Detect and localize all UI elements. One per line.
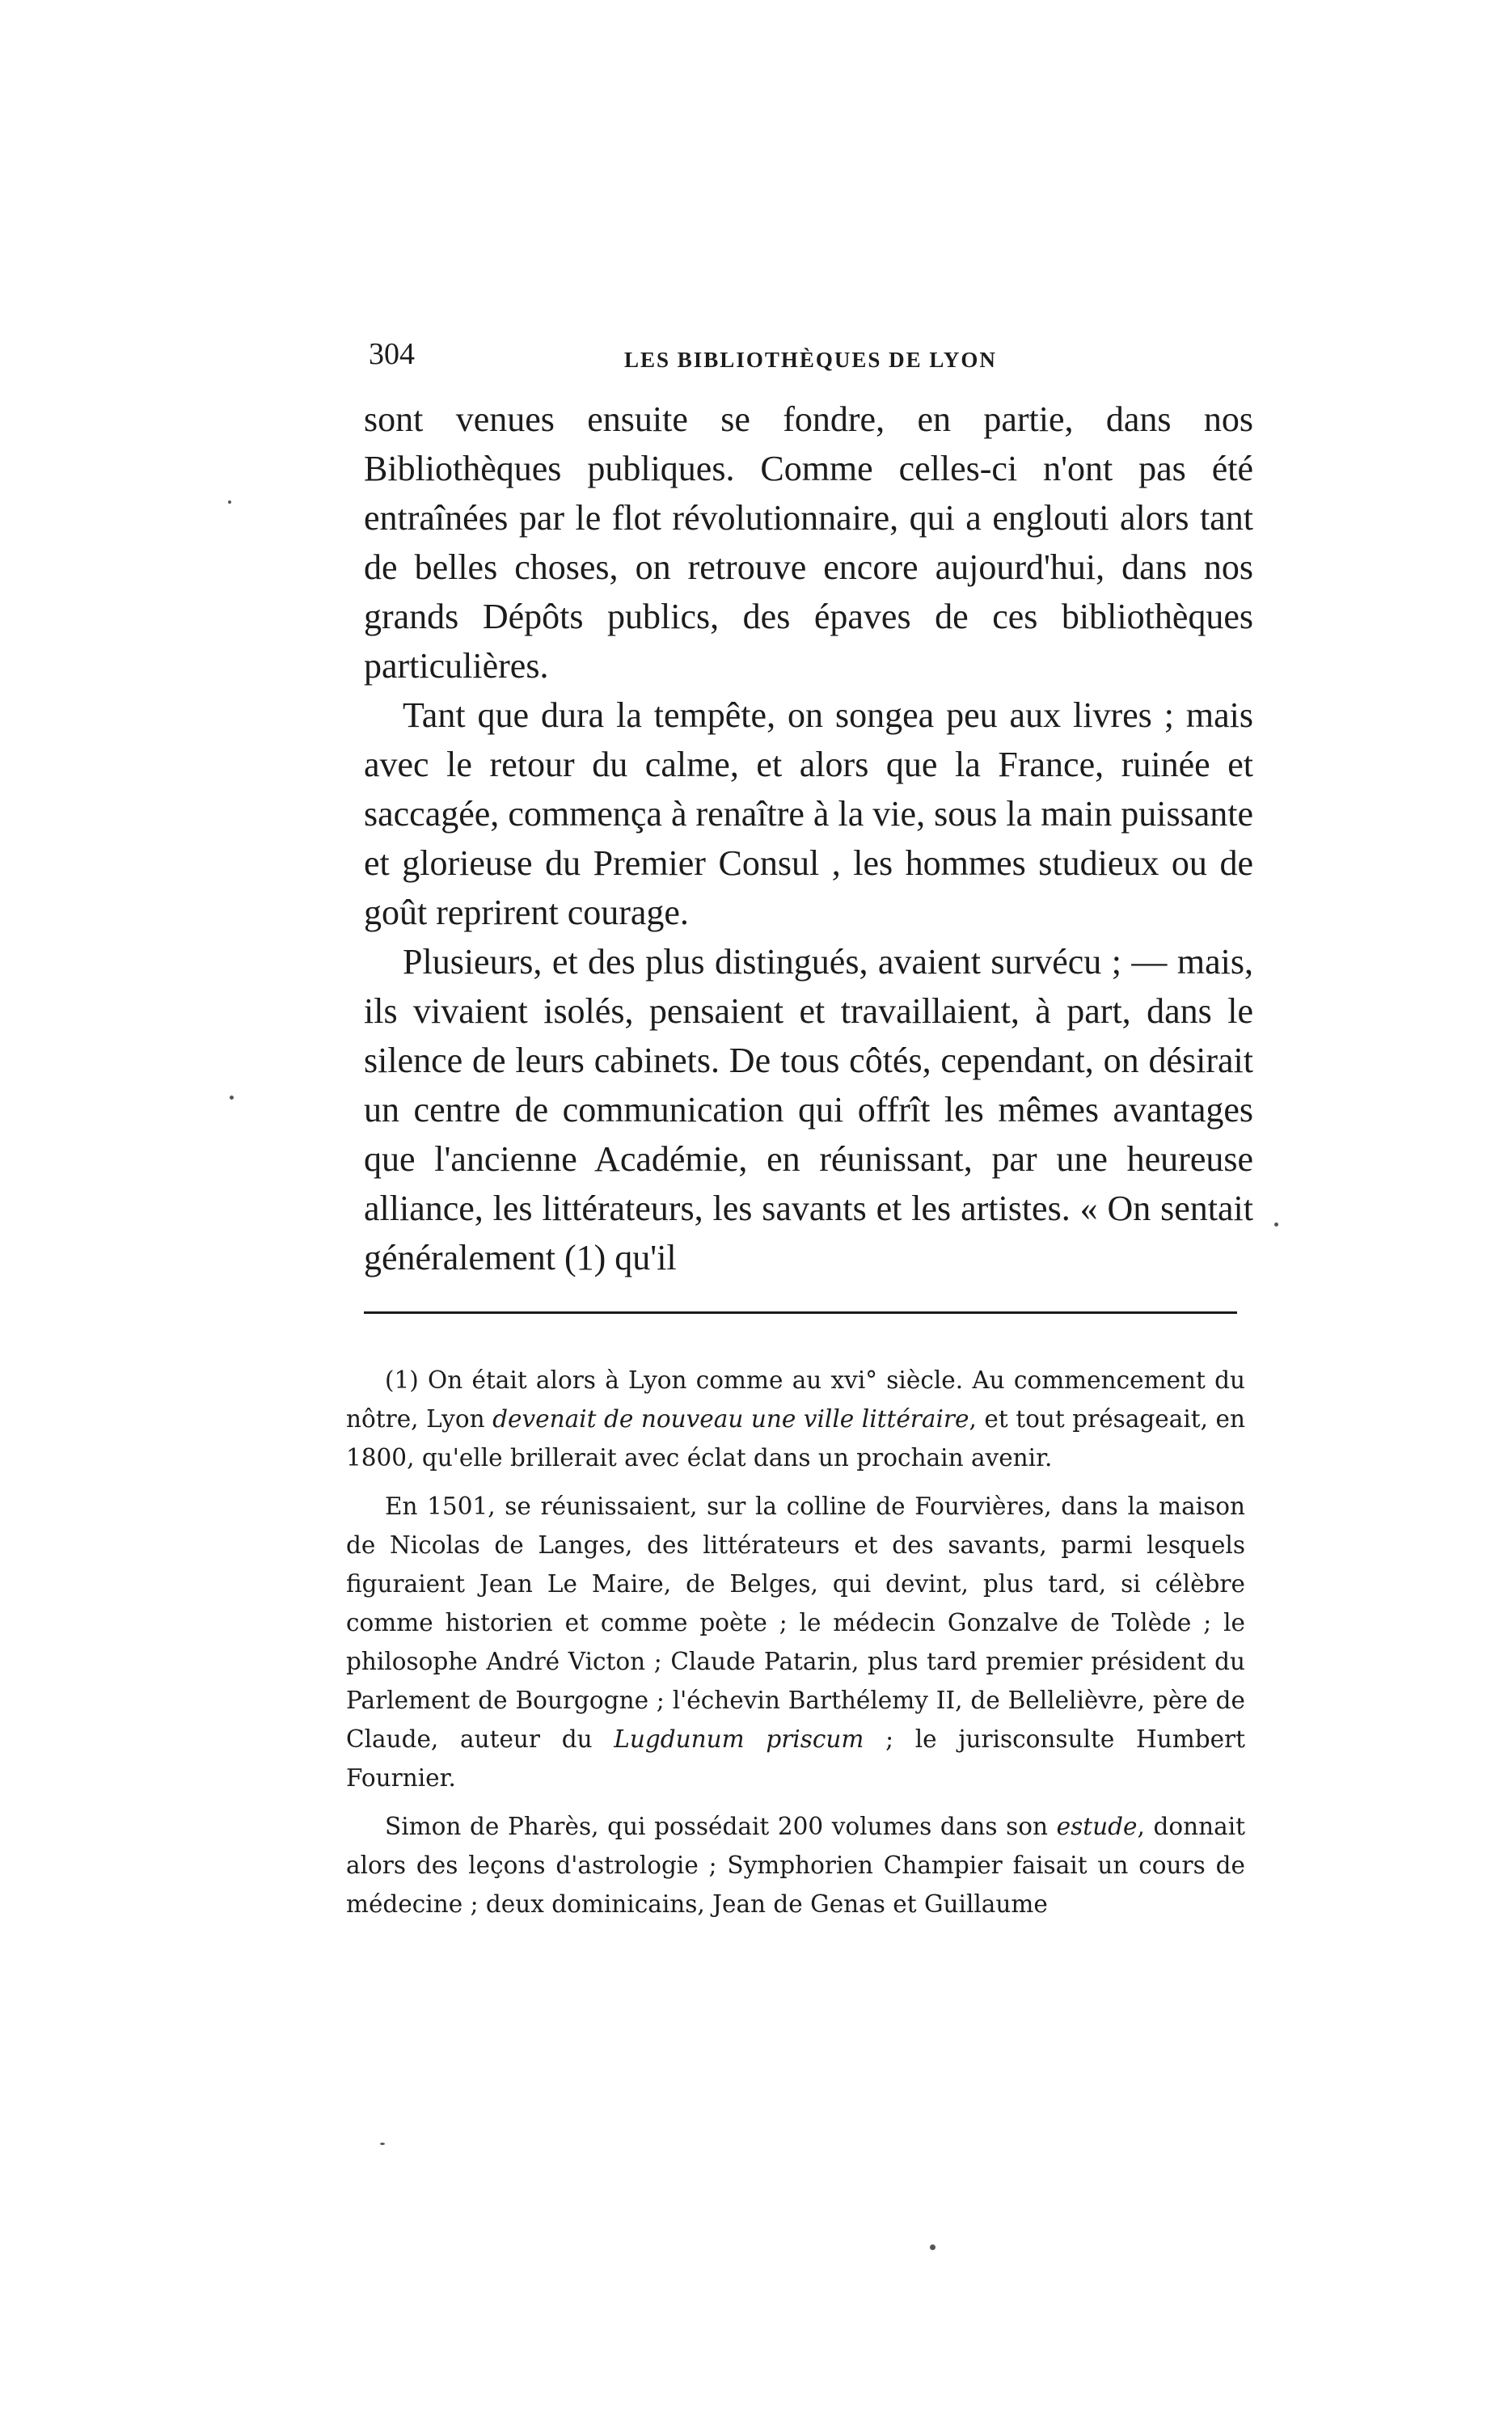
main-text — [364, 395, 1253, 1282]
footnote-3-text-after: , donnait alors des leçons d'astrologie ; Symphorien Champier faisait un cours de médecine ; deux dominicains, Jean de Genas et Guillaume — [346, 1813, 1245, 1918]
footnote-separator — [364, 1311, 1237, 1314]
paragraph-2: Tant que dura la tempête, on songea peu aux livres ; mais avec le retour du calme, et alors que la France, ruinée et saccagée, commença à renaître à la vie, sous la main puissante et glorieuse du Premier Consul , les hommes studieux ou de goût reprirent courage. — [364, 695, 1253, 932]
page-number: 304 — [369, 337, 415, 371]
running-head: LES BIBLIOTHÈQUES DE LYON — [624, 348, 997, 372]
footnote-3-text: Simon de Pharès, qui possédait 200 volumes dans son — [385, 1813, 1057, 1840]
footnote-1-text: On était alors à Lyon comme au xvi° siècle. Au commencement du nôtre, Lyon — [346, 1366, 1245, 1433]
scan-speck — [930, 2244, 935, 2250]
footnote-2-italic: Lugdunum priscum — [614, 1725, 864, 1753]
page-header — [369, 336, 1266, 382]
scan-speck — [230, 1096, 234, 1100]
paragraph-3: Plusieurs, et des plus distingués, avaient survécu ; — mais, ils vivaient isolés, pensaient et travaillaient, à part, dans le silence de leurs cabinets. De tous côtés, cependant, on désirait un centre de communication qui offrît les mêmes avantages que l'ancienne Académie, en réunissant, par une heureuse alliance, les littérateurs, les savants et les artistes. « On sentait généralement (1) qu'il — [364, 942, 1253, 1277]
paragraph-1: sont venues ensuite se fondre, en partie, dans nos Bibliothèques publiques. Comme celles-ci n'ont pas été entraînées par le flot révolutionnaire, qui a englouti alors tant de belles choses, on retrouve encore aujourd'hui, dans nos grands Dépôts publics, des épaves de ces bibliothèques particulières. — [364, 399, 1253, 686]
footnote-marker: (1) — [385, 1366, 419, 1394]
footnote-2-text: En 1501, se réunissaient, sur la colline de Fourvières, dans la maison de Nicolas de Langes, des littérateurs et des savants, parmi lesquels figuraient Jean Le Maire, de Belges, qui devint, plus tard, si célèbre comme historien et comme poète ; le médecin Gonzalve de Tolède ; le philosophe André Victon ; Claude Patarin, plus tard premier président du Parlement de Bourgogne ; l'échevin Barthélemy II, de Bellelièvre, père de Claude, auteur du — [346, 1493, 1245, 1753]
footnote-3-italic: estude — [1056, 1813, 1138, 1840]
footnote-2-text-after: ; le jurisconsulte Humbert Fournier. — [346, 1725, 1246, 1792]
scan-speck — [380, 2143, 385, 2145]
scan-speck — [1274, 1222, 1278, 1227]
scan-speck — [228, 500, 231, 504]
footnote-1-italic: devenait de nouveau une ville littéraire — [492, 1405, 969, 1433]
footnote-2 — [346, 1487, 1245, 1797]
footnote-3 — [346, 1807, 1245, 1923]
footnotes — [346, 1361, 1245, 1923]
footnote-1 — [346, 1361, 1245, 1477]
footnote-1-text-after: , et tout présageait, en 1800, qu'elle brillerait avec éclat dans un prochain avenir. — [346, 1405, 1245, 1472]
